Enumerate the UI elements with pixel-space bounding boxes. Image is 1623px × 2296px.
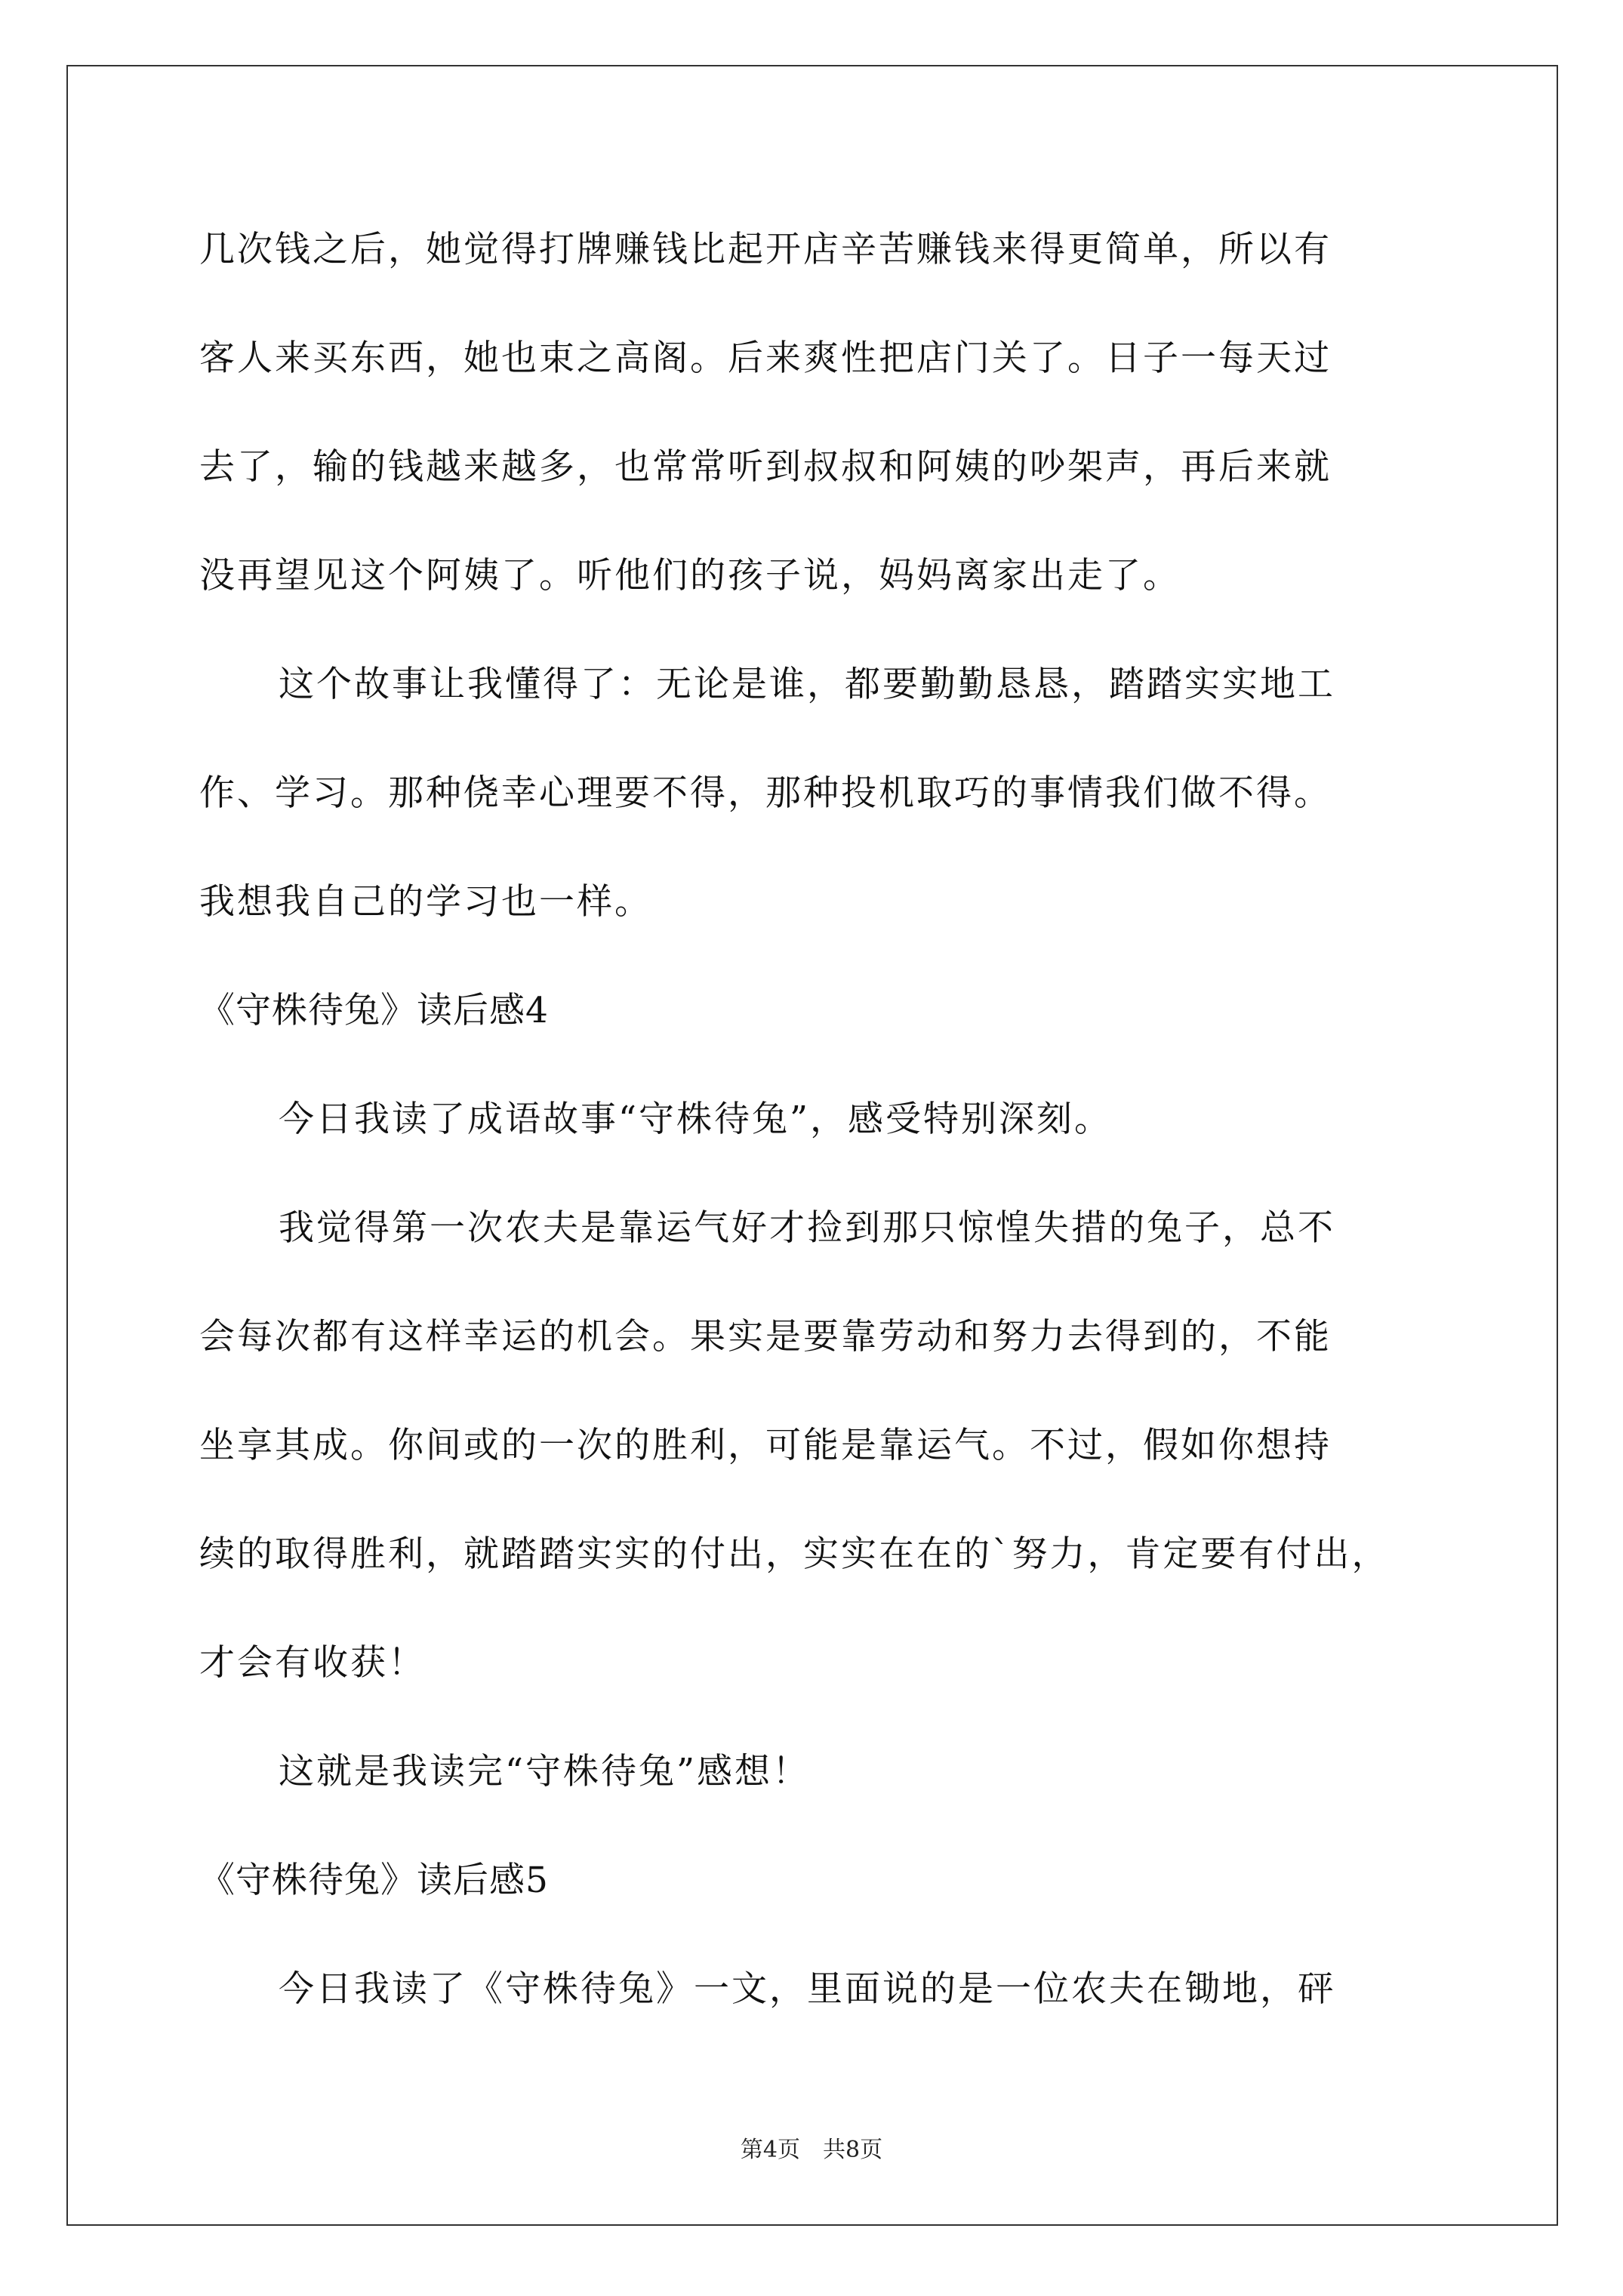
body-line: 今日我读了成语故事“守株待兔”，感受特别深刻。 [279,1099,1113,1140]
body-line: 这就是我读完“守株待兔”感想！ [279,1751,811,1792]
body-line: 几次钱之后，她觉得打牌赚钱比起开店辛苦赚钱来得更简单，所以有 [199,229,1332,270]
body-line: 会每次都有这样幸运的机会。果实是要靠劳动和努力去得到的，不能 [199,1316,1332,1358]
body-line: 作、学习。那种侥幸心理要不得，那种投机取巧的事情我们做不得。 [199,772,1332,814]
body-line: 续的取得胜利，就踏踏实实的付出，实实在在的`努力，肯定要有付出， [199,1533,1390,1575]
page-number-footer: 第4页 共8页 [740,2137,883,2163]
body-line: 这个故事让我懂得了：无论是谁，都要勤勤恳恳，踏踏实实地工 [279,664,1335,705]
section-heading: 《守株待兔》读后感5 [199,1860,549,1901]
body-line: 今日我读了《守株待兔》一文，里面说的是一位农夫在锄地，砰 [279,1968,1335,2010]
body-line: 我想我自己的学习也一样。 [199,881,652,923]
body-line: 客人来买东西，她也束之高阁。后来爽性把店门关了。日子一每天过 [199,337,1332,379]
body-line: 才会有收获！ [199,1642,426,1684]
document-body [199,219,1430,2067]
body-line: 没再望见这个阿姨了。听他们的孩子说，妈妈离家出走了。 [199,555,1181,596]
body-line: 去了，输的钱越来越多，也常常听到叔叔和阿姨的吵架声，再后来就 [199,446,1332,488]
body-line: 坐享其成。你间或的一次的胜利，可能是靠运气。不过，假如你想持 [199,1425,1332,1466]
section-heading: 《守株待兔》读后感4 [199,990,549,1031]
body-line: 我觉得第一次农夫是靠运气好才捡到那只惊惶失措的兔子，总不 [279,1207,1335,1249]
